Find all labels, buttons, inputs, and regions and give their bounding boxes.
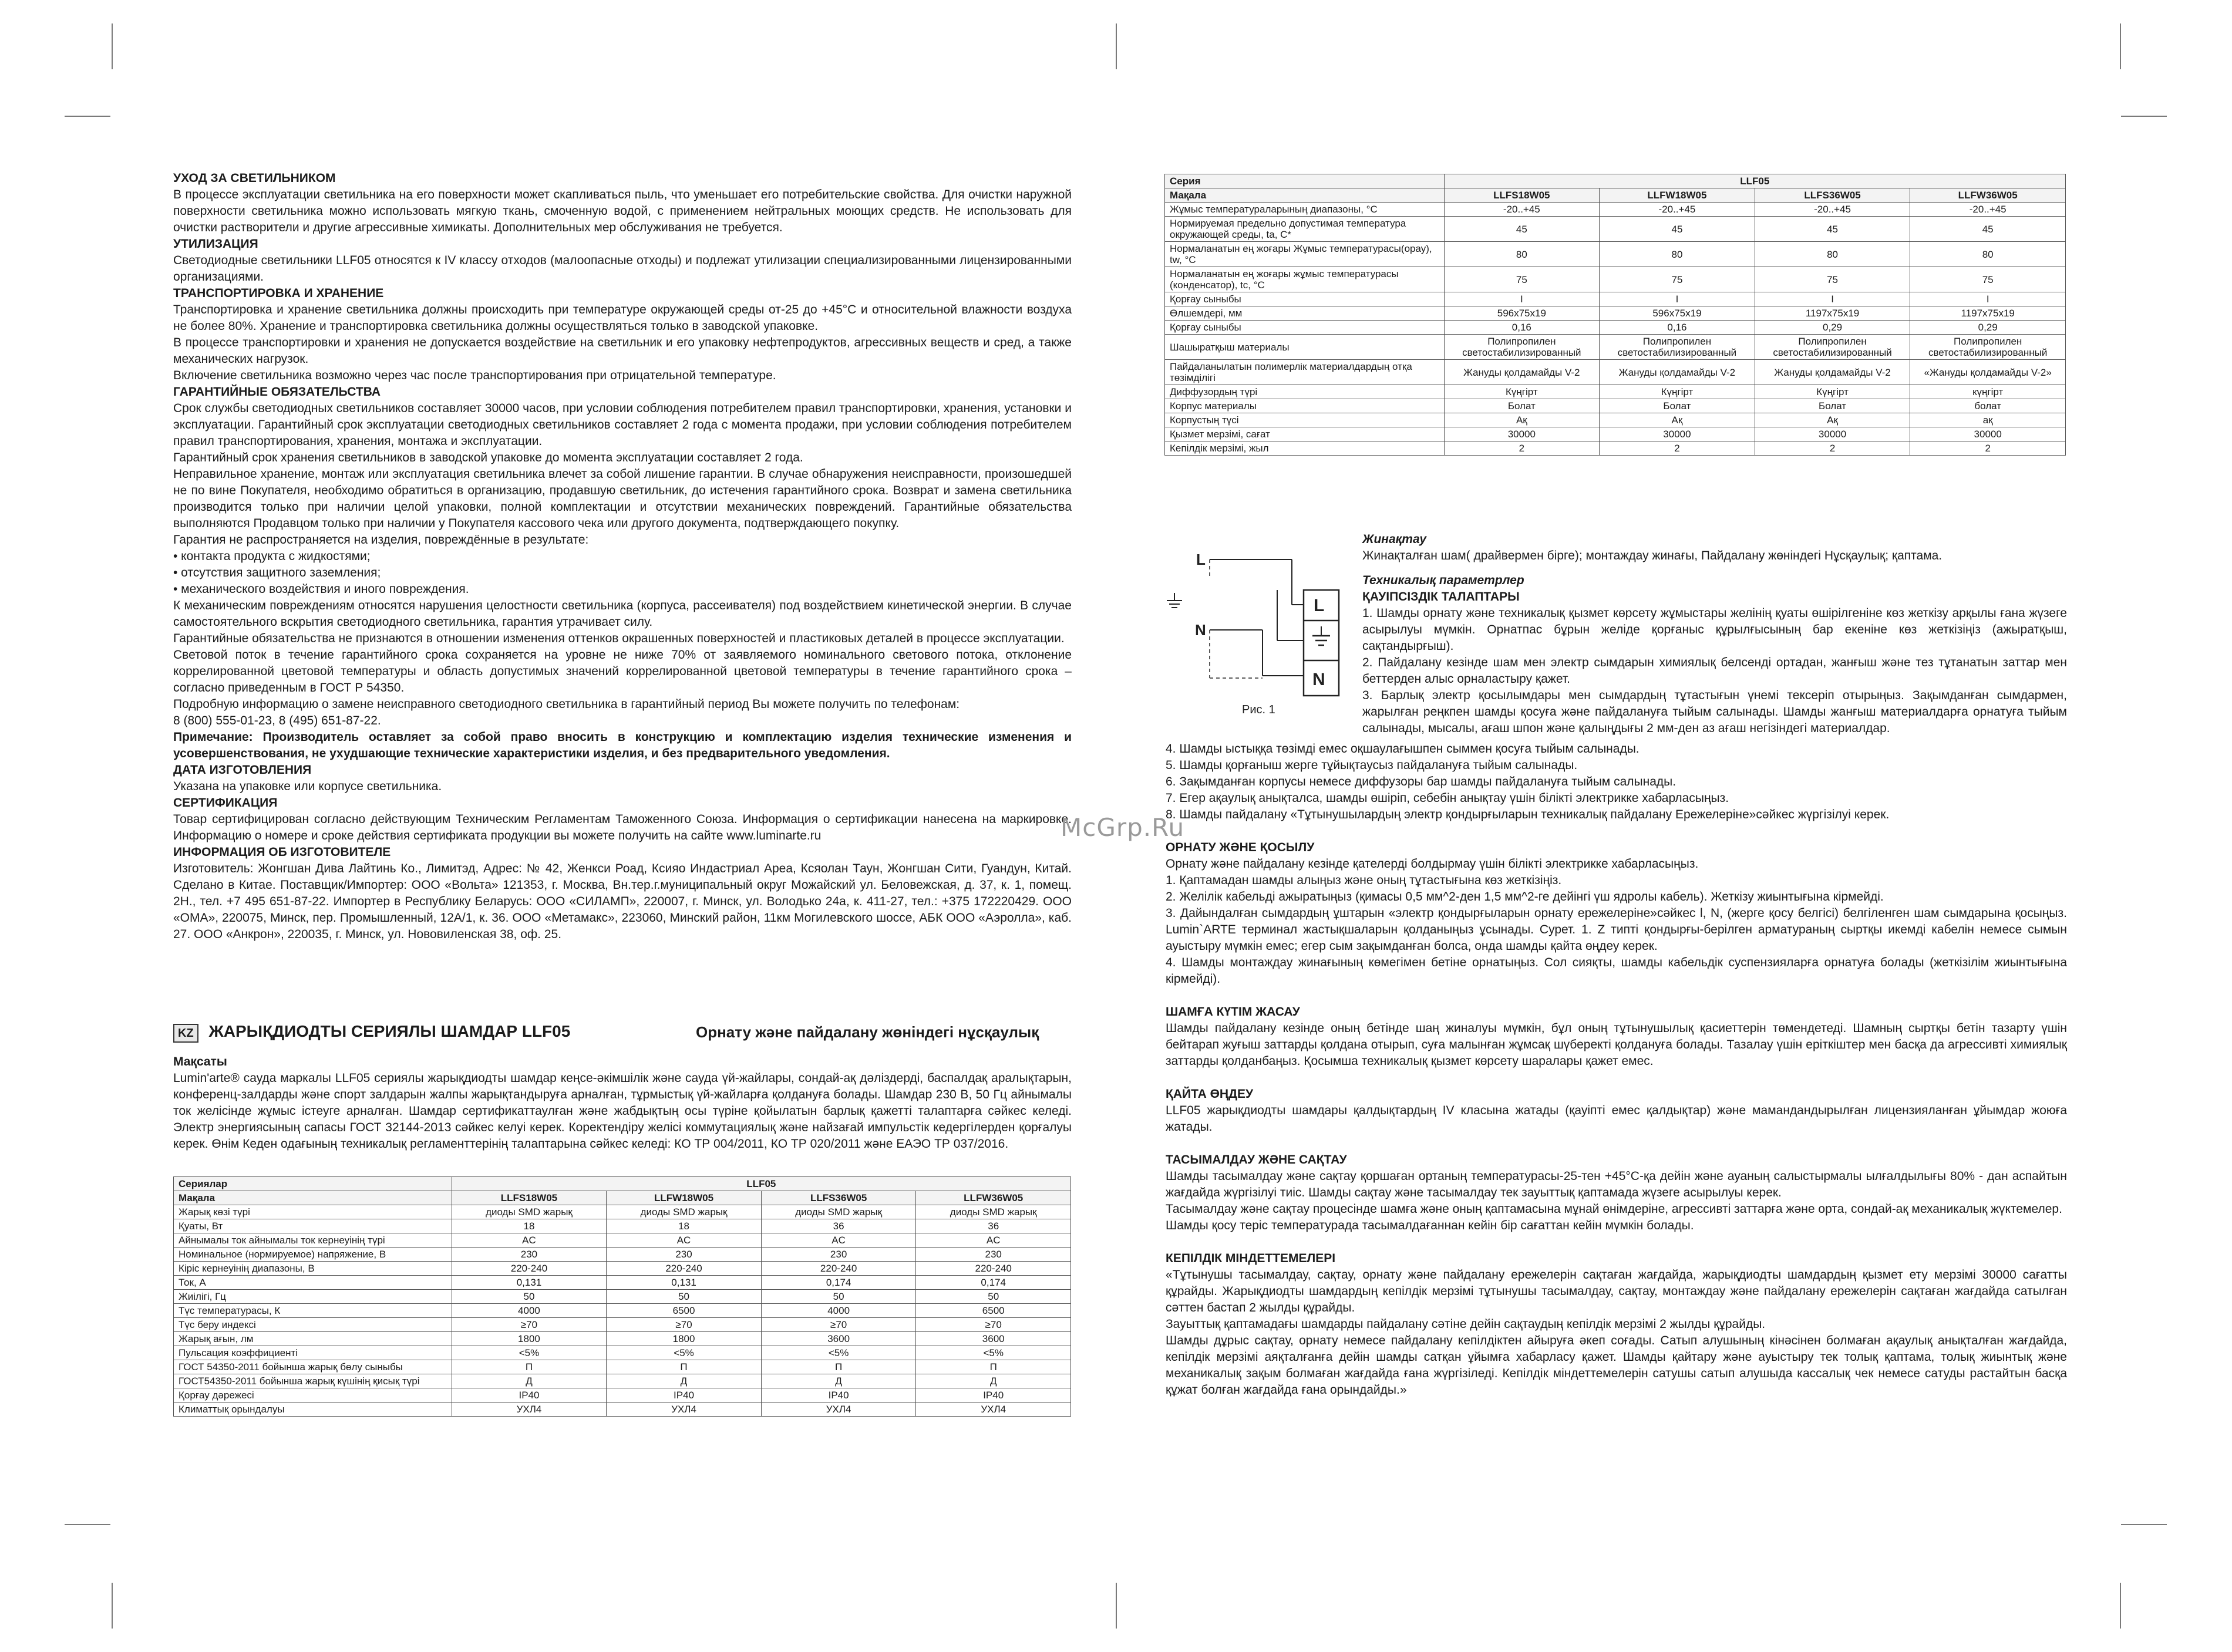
table-cell: П — [452, 1360, 607, 1374]
table-cell: 2 — [1910, 441, 2066, 456]
paragraph: Тасымалдау және сақтау процесінде шамға және оның қаптамасына мұнай өнімдеріне, агрессивті заттарға және орта, сондай-ақ механикалық жүктемелер. — [1166, 1202, 2062, 1216]
table-cell: IP40 — [607, 1388, 762, 1402]
table-cell: ≥70 — [761, 1318, 916, 1332]
table-cell: 36 — [761, 1219, 916, 1233]
table-header-cell: LLFW36W05 — [1910, 188, 2066, 203]
paragraph: Неправильное хранение, монтаж или эксплуатация светильника влечет за собой лишение гарантии. В случае обнаружения неисправности, произошедшей не по вине Покупателя, необходимо обратиться в организацию, продавшую светильник, до истечения гарантийного срока. Возврат и замена светильника производится только при наличии целой упаковки, полной комплектации и отсутствии механических повреждений. Гарантийные обязательства выполняются Продавцом только при наличии у Покупателя кассового чека или другого документа, подтверждающего покупку. — [173, 467, 1072, 530]
list-item: 6. Зақымданған корпусы немесе диффузоры бар шамды пайдалануға тыйым салынады. — [1166, 775, 1676, 788]
table-cell: ≥70 — [452, 1318, 607, 1332]
table-cell: болат — [1910, 399, 2066, 413]
table-row — [174, 1318, 1071, 1332]
section-heading: ТРАНСПОРТИРОВКА И ХРАНЕНИЕ — [173, 286, 384, 300]
table-cell-label: Жарық көзі түрі — [174, 1205, 452, 1219]
kz-title: ЖАРЫҚДИОДТЫ СЕРИЯЛЫ ШАМДАР LLF05 — [208, 1022, 571, 1040]
table-cell: 596x75x19 — [1600, 306, 1755, 321]
crop-mark — [112, 1583, 113, 1629]
table-cell: Д — [916, 1374, 1071, 1388]
table-cell: УХЛ4 — [916, 1402, 1071, 1417]
crop-mark — [112, 23, 113, 69]
table-cell: 18 — [607, 1219, 762, 1233]
crop-mark — [2120, 1583, 2121, 1629]
table-cell: I — [1600, 292, 1755, 306]
table-cell: 18 — [452, 1219, 607, 1233]
table-cell: Жануды қолдамайды V-2 — [1600, 360, 1755, 385]
table-row — [174, 1177, 1071, 1191]
table-cell: 50 — [916, 1290, 1071, 1304]
paragraph: В процессе транспортировки и хранения не допускается воздействие на светильник и его упаковку нефтепродуктов, агрессивных веществ и сред, а также механических нагрузок. — [173, 336, 1072, 366]
safety-list — [1362, 605, 2067, 737]
table-cell-label: Нормаланатын ең жоғары жұмыс температурасы (конденсатор), tc, °С — [1165, 267, 1445, 292]
table-header-cell: Сериялар — [174, 1177, 452, 1191]
kit-heading: Жинақтау — [1362, 532, 1427, 546]
table-header-cell: Мақала — [1165, 188, 1445, 203]
table-row — [1165, 217, 2066, 242]
table-cell: Д — [607, 1374, 762, 1388]
paragraph: Товар сертифицирован согласно действующим Техническим Регламентам Таможенного Союза. Информация о сертификации нанесена на маркировке. Информацию о номере и сроке действия сертификата продукции вы можете получить на сайте www.luminarte.ru — [173, 812, 1072, 842]
table-row — [174, 1388, 1071, 1402]
list-item: Орнату және пайдалану кезінде қателерді болдырмау үшін білікті электрикке хабарласыңыз. — [1166, 857, 1699, 871]
table-cell: 0,29 — [1910, 321, 2066, 335]
list-item: 1. Шамды орнату және техникалық қызмет көрсету жұмыстары желінің қуаты өшірілгеніне көз жеткізу арқылы ғана жүзеге асырылуы мүмкін. Орнатпас бұрын желіде қорғаныс құрылғысының бар екеніне көз жеткізіңіз (ажыратқыш, сақтандырғыш). — [1362, 606, 2067, 653]
table-cell: 230 — [607, 1248, 762, 1262]
spacer — [1166, 987, 2067, 1004]
table-cell: IP40 — [916, 1388, 1071, 1402]
table-cell: 220-240 — [452, 1262, 607, 1276]
paragraph: Световой поток в течение гарантийного срока сохраняется на уровне не ниже 70% от заявляемого номинального светового потока, отклонение коррелированной цветовой температуры и область допустимых значений коррелированной цветовой температуры в течение гарантийного срока – согласно приведенным в ГОСТ Р 54350. — [173, 648, 1072, 694]
paragraph: Подробную информацию о замене неисправного светодиодного светильника в гарантийный период Вы можете получить по телефонам: — [173, 697, 960, 711]
table-cell: П — [607, 1360, 762, 1374]
table-row — [174, 1191, 1071, 1205]
table-cell: 50 — [452, 1290, 607, 1304]
paragraph: • отсутствия защитного заземления; — [173, 566, 381, 579]
crop-mark — [2121, 116, 2167, 117]
table-cell-label: Қорғау сыныбы — [1165, 321, 1445, 335]
table-cell: П — [916, 1360, 1071, 1374]
list-item: 4. Шамды монтаждау жинағының көмегімен бетіне орнатыңыз. Сол сияқты, шамды кабельдік суспензияларға орнатуға болады (жеткізілім жиынтығына кірмейді). — [1166, 956, 2067, 986]
table-cell: AC — [761, 1233, 916, 1248]
table-cell: диоды SMD жарық — [452, 1205, 607, 1219]
table-cell: 2 — [1600, 441, 1755, 456]
table-cell: күңгірт — [1910, 385, 2066, 399]
table-cell: 75 — [1910, 267, 2066, 292]
table-cell: I — [1910, 292, 2066, 306]
table-cell: 75 — [1755, 267, 1910, 292]
table-cell: 6500 — [607, 1304, 762, 1318]
paragraph: Шамды дұрыс сақтау, орнату немесе пайдалану кепілдіктен айыруға әкеп соғады. Сатып алушының кінәсінен болмаған ақаулық анықталған жағдайда, кепілдік мерзімі аяқталғанға дейін шамды сатқан ұйымға хабарласу қажет. Шамды қайтару және ауыстыру тек толық қаптама, толық жиынтық және механикалық зақым болмаған жағдайда ғана жүргізіледі. Кепілдік міндеттемелерін сатушы сатып алушыда кассалық чек немесе сатуды растайтын басқа құжат болған жағдайда ғана орындайды.» — [1166, 1334, 2067, 1397]
left-column-ru — [173, 170, 1072, 943]
right-top-text — [1362, 531, 2067, 737]
table-cell: 30000 — [1755, 427, 1910, 441]
table-cell: 1800 — [452, 1332, 607, 1346]
table-header-cell: LLFW36W05 — [916, 1191, 1071, 1205]
table-row — [174, 1248, 1071, 1262]
paragraph: Шамды пайдалану кезінде оның бетінде шаң жиналуы мүмкін, бұл оның тұтынушылық қасиеттерін төмендетеді. Шамның сыртқы бетін тазарту үшін бейтарап жуғыш заттарды қолдана отырып, суға малынған жұмсақ шүберекті қолдануға болады. Тазалау үшін еріткіштер мен басқа да агрессивті химиялық заттарды қолданбаңыз. Қосымша техникалық қызмет көрсету шаралары қажет емес. — [1166, 1021, 2067, 1068]
table-cell-label: Нормаланатын ең жоғары Жұмыс температурасы(орау), tw, °С — [1165, 242, 1445, 267]
table-cell: AC — [607, 1233, 762, 1248]
kz-title-block — [173, 1021, 570, 1043]
table-header-cell: LLFS36W05 — [1755, 188, 1910, 203]
table-row — [1165, 413, 2066, 427]
paragraph: 8 (800) 555-01-23, 8 (495) 651-87-22. — [173, 714, 381, 727]
table-cell: 6500 — [916, 1304, 1071, 1318]
table-cell-label: Пайдаланылатын полимерлік материалдардың отқа төзімділігі — [1165, 360, 1445, 385]
spec-table-electrical — [173, 1176, 1071, 1417]
table-cell: 1197x75x19 — [1755, 306, 1910, 321]
table-cell: IP40 — [761, 1388, 916, 1402]
table-row — [1165, 203, 2066, 217]
table-cell: 80 — [1910, 242, 2066, 267]
table-row — [174, 1346, 1071, 1360]
table-cell: 0,174 — [916, 1276, 1071, 1290]
table-cell: П — [761, 1360, 916, 1374]
paragraph: Светодиодные светильники LLF05 относятся к IV классу отходов (малоопасные отходы) и подлежат утилизации специализированными лицензированными организациями. — [173, 254, 1072, 284]
table-cell: 2 — [1444, 441, 1600, 456]
safety-heading: ҚАУІПСІЗДІК ТАЛАПТАРЫ — [1362, 590, 1520, 604]
table-cell-label: Өлшемдері, мм — [1165, 306, 1445, 321]
table-cell-label: Қорғау сыныбы — [1165, 292, 1445, 306]
terminal-label-L: L — [1314, 596, 1325, 615]
table-cell: Болат — [1600, 399, 1755, 413]
terminal-label-N: N — [1312, 670, 1325, 689]
table-cell: 596x75x19 — [1444, 306, 1600, 321]
table-cell: Ақ — [1600, 413, 1755, 427]
table-header-cell: LLF05 — [452, 1177, 1070, 1191]
table-cell: 80 — [1600, 242, 1755, 267]
table-row — [174, 1402, 1071, 1417]
table-cell: 50 — [607, 1290, 762, 1304]
table-row — [174, 1374, 1071, 1388]
table-cell: 3600 — [761, 1332, 916, 1346]
table-row — [174, 1205, 1071, 1219]
table-cell: 0,16 — [1444, 321, 1600, 335]
table-cell-label: Кепілдік мерзімі, жыл — [1165, 441, 1445, 456]
list-item: 8. Шамды пайдалану «Тұтынушылардың электр қондырғыларын техникалық пайдалану Ережелеріне»сәйкес жүргізілуі керек. — [1166, 808, 1890, 821]
table-cell: Күңгірт — [1600, 385, 1755, 399]
table-cell-label: Жарық ағын, лм — [174, 1332, 452, 1346]
note-paragraph: Примечание: Производитель оставляет за собой право вносить в конструкцию и комплектацию изделия технические изменения и усовершенствования, не ухудшающие технические характеристики изделия, и без предварительного уведомления. — [173, 730, 1072, 760]
paragraph: Гарантийные обязательства не признаются в отношении изменения оттенков окрашенных поверхностей и пластиковых деталей в процессе эксплуатации. — [173, 632, 1065, 645]
paragraph: Гарантия не распространяется на изделия, повреждённые в результате: — [173, 533, 589, 547]
purpose-text: Lumin'arte® сауда маркалы LLF05 сериялы жарықдиодты шамдар кеңсе-әкімшілік және сауда үй-жайлары, сондай-ақ дәліздерді, баспалдақ аралықтарын, конференц-залдарды және спорт залдарын жалпы жарықтандыруға арналған, тұрмыстық үй-жайларға қолдануға болады. Шамдар 230 В, 50 Гц айнымалы ток желісінде жұмыс істеуге арналған. Шамдар сертификаттаулған және жабдықтың осы түріне қойылатын барлық қажетті талаптарға сәйкес келеді. Электр энергиясының сапасы ГОСТ 32144-2013 сәйкес келуі керек. Коректендіру желісі коммутациялық және найзағай импульстік кедергілерден қорғалуы керек. Өнім Кеден одағының техникалық регламенттерінің талаптарына сәйкес келеді: КО ТР 004/2011, КО ТР 020/2011 және ЕАЭО ТР 037/2016. — [173, 1071, 1072, 1151]
table-cell: 36 — [916, 1219, 1071, 1233]
list-item: 1. Қаптамадан шамды алыңыз және оның тұтастығына көз жеткізіңіз. — [1166, 874, 1562, 887]
table-cell-label: Корпус материалы — [1165, 399, 1445, 413]
paragraph: Шамды қосу теріс температурада тасымалдағаннан кейін бір сағаттан кейін мүмкін болады. — [1166, 1219, 1694, 1232]
paragraph: Указана на упаковке или корпусе светильника. — [173, 780, 442, 793]
paragraph: • механического воздействия и иного повреждения. — [173, 582, 469, 596]
table-cell: 45 — [1600, 217, 1755, 242]
table-cell: Болат — [1444, 399, 1600, 413]
list-item: 5. Шамды қорғаныш жерге тұйықтаусыз пайдалануға тыйым салынады. — [1166, 758, 1578, 772]
tech-heading: Техникалық параметрлер — [1362, 574, 1524, 587]
table-cell: УХЛ4 — [607, 1402, 762, 1417]
table-cell: <5% — [607, 1346, 762, 1360]
table-cell: диоды SMD жарық — [761, 1205, 916, 1219]
table-cell-label: ГОСТ 54350-2011 бойынша жарық бөлу сыныбы — [174, 1360, 452, 1374]
spec-table-physical — [1164, 174, 2066, 456]
table-row — [174, 1290, 1071, 1304]
crop-mark — [65, 116, 110, 117]
table-cell-label: Пульсация коэффициенті — [174, 1346, 452, 1360]
table-cell: 80 — [1444, 242, 1600, 267]
table-cell: I — [1755, 292, 1910, 306]
table-cell-label: Жұмыс температураларының диапазоны, °С — [1165, 203, 1445, 217]
paragraph: Гарантийный срок хранения светильников в заводской упаковке до момента эксплуатации составляет 2 года. — [173, 451, 803, 464]
paragraph: В процессе эксплуатации светильника на его поверхности может скапливаться пыль, что уменьшает его потребительские свойства. Для очистки наружной поверхности светильника можно использовать мягкую ткань, смоченную водой, с применением нейтральных моющих средств. Не использовать для очистки растворители и другие агрессивные химикаты. Дополнительных мер обслуживания не требуется. — [173, 188, 1072, 234]
table-cell-label: Кіріс кернеуінің диапазоны, В — [174, 1262, 452, 1276]
crop-mark — [65, 1524, 110, 1525]
table-cell: 30000 — [1910, 427, 2066, 441]
table-cell: <5% — [761, 1346, 916, 1360]
spec-table — [1164, 174, 2066, 456]
table-cell: AC — [916, 1233, 1071, 1248]
language-badge: KZ — [173, 1024, 198, 1043]
table-row — [1165, 242, 2066, 267]
section-heading: УТИЛИЗАЦИЯ — [173, 237, 258, 251]
table-cell-label: Диффузордың түрі — [1165, 385, 1445, 399]
wiring-diagram — [1166, 531, 1359, 725]
table-cell-label: Нормируемая предельно допустимая температура окружающей среды, ta, C* — [1165, 217, 1445, 242]
table-header-cell: Серия — [1165, 174, 1445, 188]
list-item: 3. Барлық электр қосылымдары мен сымдардың тұтастығын үнемі тексеріп отырыңыз. Зақымданған сымдармен, жарылған реңкпен шамды қосуға және пайдалануға тыйым салынады. Шамды жанғыш материалдарға орнатуға тыйым салынады, мысалы, ағаш шпон және қалыңдығы 2 мм-ден аз ағаш негізіндегі материалдар. — [1362, 689, 2067, 735]
table-cell: 75 — [1600, 267, 1755, 292]
table-cell: 30000 — [1444, 427, 1600, 441]
list-item: 7. Егер ақаулық анықталса, шамды өшіріп, себебін анықтау үшін білікті электрикке хабарласыңыз. — [1166, 791, 1729, 805]
table-cell: Болат — [1755, 399, 1910, 413]
table-cell: 0,16 — [1600, 321, 1755, 335]
table-row — [174, 1219, 1071, 1233]
table-row — [174, 1262, 1071, 1276]
paragraph: К механическим повреждениям относятся нарушения целостности светильника (корпуса, рассеивателя) под воздействием кинетической энергии. В случае самостоятельного вскрытия светодиодного светильника, гарантия утрачивает силу. — [173, 599, 1072, 629]
section-heading: КЕПІЛДІК МІНДЕТТЕМЕЛЕРІ — [1166, 1252, 1336, 1265]
table-cell: 3600 — [916, 1332, 1071, 1346]
table-row — [1165, 174, 2066, 188]
spec-table — [173, 1176, 1071, 1417]
section-heading: ГАРАНТИЙНЫЕ ОБЯЗАТЕЛЬСТВА — [173, 385, 381, 399]
watermark: McGrp.Ru — [1061, 813, 1185, 842]
table-cell: <5% — [452, 1346, 607, 1360]
table-header-cell: Мақала — [174, 1191, 452, 1205]
table-cell-label: Түс беру индексі — [174, 1318, 452, 1332]
table-row — [174, 1360, 1071, 1374]
table-header-cell: LLFS18W05 — [1444, 188, 1600, 203]
table-cell: ақ — [1910, 413, 2066, 427]
kz-subtitle: Орнату және пайдалану жөніндегі нұсқаулық — [696, 1023, 1039, 1041]
list-item: 4. Шамды ыстыққа төзімді емес оқшаулағышпен сыммен қосуға тыйым салынады. — [1166, 742, 1640, 756]
table-cell: 45 — [1910, 217, 2066, 242]
table-row — [174, 1233, 1071, 1248]
table-cell: Күңгірт — [1755, 385, 1910, 399]
table-cell: 0,131 — [607, 1276, 762, 1290]
table-row — [1165, 306, 2066, 321]
table-cell-label: Шашыратқыш материалы — [1165, 335, 1445, 360]
table-cell: диоды SMD жарық — [916, 1205, 1071, 1219]
table-cell: 220-240 — [607, 1262, 762, 1276]
purpose-heading: Мақсаты — [173, 1055, 227, 1068]
table-cell: -20..+45 — [1910, 203, 2066, 217]
table-header-cell: LLFS18W05 — [452, 1191, 607, 1205]
paragraph: Изготовитель: Жонгшан Дива Лайтинь Ко., Лимитэд, Адрес: № 42, Женкси Роад, Ксияо Индастриал Ареа, Ксяолан Таун, Жонгшан Сити, Гуандун, Китай. Сделано в Китае. Поставщик/Импортер: ООО «Вольта» 121353, г. Москва, Вн.тер.г.муниципальный округ Можайский ул. Беловежская, д. 37, к. 1, помещ. 2Н., тел. +7 495 651-87-22. Импортер в Республику Беларусь: ООО «СИЛАМП», 220007, г. Минск, ул. Володько 24а, к. 411-27, тел.: +375 172220429. ООО «ОМА», 220075, Минск, пер. Промышленный, 12А/1, к. 36. ООО «Метамакс», 223060, Минский район, 11км Могилевского шоссе, АБК ООО «Аэролла», каб. 27. ООО «Анкрон», 220035, г. Минск, ул. Нововиленская 38, оф. 25. — [173, 862, 1072, 941]
section-heading: СЕРТИФИКАЦИЯ — [173, 796, 278, 810]
table-cell-label: ГОСТ54350-2011 бойынша жарық күшінің қисық түрі — [174, 1374, 452, 1388]
table-cell: 75 — [1444, 267, 1600, 292]
paragraph: LLF05 жарықдиодты шамдары қалдықтардың IV класына жатады (қауіпті емес қалдықтар) және мамандандырылған лицензияланған ұйымдар жоюға жатады. — [1166, 1104, 2067, 1134]
paragraph: • контакта продукта с жидкостями; — [173, 549, 371, 563]
crop-mark — [2120, 23, 2121, 69]
table-cell: Жануды қолдамайды V-2 — [1755, 360, 1910, 385]
crop-mark — [2121, 1524, 2167, 1525]
table-row — [1165, 441, 2066, 456]
table-cell: 30000 — [1600, 427, 1755, 441]
list-item: 2. Желілік кабельді ажыратыңыз (қимасы 0,5 мм^2-ден 1,5 мм^2-ге дейінгі үш ядролы кабель). Жеткізу жиынтығына кірмейді. — [1166, 890, 1884, 903]
list-item: 3. Дайындалған сымдардың ұштарын «электр қондырғыларын орнату ережелеріне»сәйкес l, N, (жерге қосу белгісі) белгіленген шам сымдарына қосыңыз. Lumin`ARTE терминал жастықшаларын қолданыңыз ұсынады. Сурет. 1. Z типті қондырғы-берілген арматураның сыртқы икемді кабелін немесе сымын ауыстыру мүмкін емес; егер сым зақымданған болса, онда шамды қайта өңдеу керек. — [1166, 906, 2067, 953]
crop-mark — [1116, 1583, 1117, 1629]
table-cell: Д — [452, 1374, 607, 1388]
spacer — [1166, 1234, 2067, 1250]
table-row — [1165, 360, 2066, 385]
table-cell: 45 — [1755, 217, 1910, 242]
table-cell: «Жануды қолдамайды V-2» — [1910, 360, 2066, 385]
table-header-cell: LLFS36W05 — [761, 1191, 916, 1205]
table-cell: 0,131 — [452, 1276, 607, 1290]
table-cell: 2 — [1755, 441, 1910, 456]
table-cell: Ақ — [1755, 413, 1910, 427]
table-header-cell: LLFW18W05 — [607, 1191, 762, 1205]
paragraph: Транспортировка и хранение светильника должны происходить при температуре окружающей среды от-25 до +45°С и относительной влажности воздуха не более 80%. Хранение и транспортировка светильника должны осуществляться только в заводской упаковке. — [173, 303, 1072, 333]
section-heading: ТАСЫМАЛДАУ ЖӘНЕ САҚТАУ — [1166, 1153, 1347, 1166]
section-heading: УХОД ЗА СВЕТИЛЬНИКОМ — [173, 171, 336, 185]
table-row — [1165, 188, 2066, 203]
section-heading: ШАМҒА КҮТІМ ЖАСАУ — [1166, 1005, 1300, 1019]
section-heading: ИНФОРМАЦИЯ ОБ ИЗГОТОВИТЕЛЕ — [173, 845, 391, 859]
table-cell-label: Айнымалы ток айнымалы ток кернеуінің түрі — [174, 1233, 452, 1248]
table-cell: 1800 — [607, 1332, 762, 1346]
paragraph: Шамды тасымалдау және сақтау қоршаған ортаның температурасы-25-тен +45°С-қа дейін және ауаның салыстырмалы ылғалдылығы 80% - дан аспайтын жағдайда жүргізілуі тиіс. Шамды сақтау және тасымалдау тек зауыттық қаптамада жүзеге асырылуы керек. — [1166, 1169, 2067, 1199]
line-label-N: N — [1195, 621, 1206, 639]
spacer — [1166, 1135, 2067, 1152]
table-cell: 230 — [761, 1248, 916, 1262]
table-cell-label: Ток, А — [174, 1276, 452, 1290]
table-cell: Полипропилен светостабилизированный — [1444, 335, 1600, 360]
section-heading: ДАТА ИЗГОТОВЛЕНИЯ — [173, 763, 312, 777]
table-cell-label: Жиілігі, Гц — [174, 1290, 452, 1304]
table-cell: 0,29 — [1755, 321, 1910, 335]
table-cell: 230 — [916, 1248, 1071, 1262]
right-main-text — [1166, 741, 2067, 1398]
table-cell: Күңгірт — [1444, 385, 1600, 399]
table-cell: -20..+45 — [1755, 203, 1910, 217]
table-cell: 4000 — [452, 1304, 607, 1318]
table-cell: ≥70 — [607, 1318, 762, 1332]
section-heading: ОРНАТУ ЖӘНЕ ҚОСЫЛУ — [1166, 841, 1315, 854]
line-label-L: L — [1196, 551, 1206, 568]
table-cell: Полипропилен светостабилизированный — [1600, 335, 1755, 360]
table-cell: I — [1444, 292, 1600, 306]
table-cell: AC — [452, 1233, 607, 1248]
table-cell: 220-240 — [916, 1262, 1071, 1276]
table-row — [174, 1304, 1071, 1318]
table-cell-label: Түс температурасы, К — [174, 1304, 452, 1318]
table-cell: диоды SMD жарық — [607, 1205, 762, 1219]
spacer — [1166, 1070, 2067, 1086]
table-cell: ≥70 — [916, 1318, 1071, 1332]
table-row — [1165, 335, 2066, 360]
table-cell: -20..+45 — [1600, 203, 1755, 217]
kz-purpose-block — [173, 1054, 1072, 1152]
table-cell: Полипропилен светостабилизированный — [1755, 335, 1910, 360]
paragraph: Включение светильника возможно через час после транспортирования при отрицательной температуре. — [173, 369, 776, 382]
table-header-cell: LLFW18W05 — [1600, 188, 1755, 203]
table-cell-label: Қызмет мерзімі, сағат — [1165, 427, 1445, 441]
table-cell-label: Корпустың түсі — [1165, 413, 1445, 427]
table-row — [1165, 427, 2066, 441]
paragraph: «Тұтынушы тасымалдау, сақтау, орнату және пайдалану ережелерін сақтаған жағдайда, жарықдиодты шамдардың қызмет ету мерзімі 30000 сағатты құрайды. Жарықдиодты шамдардың кепілдік мерзімі тұтынушы тасымалдау, сақтау, монтаждау және пайдалану ережелерін сақтаған жағдайда сатылған сәттен бастап 2 жылды құрайды. — [1166, 1268, 2067, 1314]
table-cell-label: Қорғау дәрежесі — [174, 1388, 452, 1402]
table-cell: 230 — [452, 1248, 607, 1262]
table-cell: Жануды қолдамайды V-2 — [1444, 360, 1600, 385]
table-cell: 0,174 — [761, 1276, 916, 1290]
table-cell: УХЛ4 — [761, 1402, 916, 1417]
table-row — [174, 1332, 1071, 1346]
table-row — [1165, 267, 2066, 292]
kit-text: Жинақталған шам( драйвермен бірге); монтаждау жинағы, Пайдалану жөніндегі Нұсқаулық; қаптама. — [1362, 549, 1943, 562]
table-cell: Д — [761, 1374, 916, 1388]
table-row — [1165, 321, 2066, 335]
section-heading: ҚАЙТА ӨҢДЕУ — [1166, 1087, 1254, 1101]
table-cell: УХЛ4 — [452, 1402, 607, 1417]
table-cell: 50 — [761, 1290, 916, 1304]
table-cell: 80 — [1755, 242, 1910, 267]
table-cell-label: Климаттық орындалуы — [174, 1402, 452, 1417]
table-cell: Ақ — [1444, 413, 1600, 427]
table-cell: Полипропилен светостабилизированный — [1910, 335, 2066, 360]
list-item: 2. Пайдалану кезінде шам мен электр сымдарын химиялық белсенді ортадан, жанғыш және тез тұтанатын заттар мен беттерден алыс орналастыру қажет. — [1362, 656, 2067, 686]
table-cell: 1197x75x19 — [1910, 306, 2066, 321]
paragraph: Срок службы светодиодных светильников составляет 30000 часов, при условии соблюдения потребителем правил транспортировки, хранения, установки и эксплуатации. Гарантийный срок эксплуатации светодиодных светильников составляет 2 года с момента продажи, при условии соблюдения потребителем правил транспортирования, хранения, монтажа и эксплуатации. — [173, 402, 1072, 448]
spacer — [1166, 823, 2067, 840]
table-cell-label: Қуаты, Вт — [174, 1219, 452, 1233]
table-cell: IP40 — [452, 1388, 607, 1402]
table-header-cell: LLF05 — [1444, 174, 2065, 188]
table-row — [174, 1276, 1071, 1290]
table-cell-label: Номинальное (нормируемое) напряжение, В — [174, 1248, 452, 1262]
table-row — [1165, 399, 2066, 413]
table-cell: 4000 — [761, 1304, 916, 1318]
table-cell: <5% — [916, 1346, 1071, 1360]
table-row — [1165, 385, 2066, 399]
diagram-caption: Рис. 1 — [1242, 703, 1275, 716]
table-cell: -20..+45 — [1444, 203, 1600, 217]
table-cell: 220-240 — [761, 1262, 916, 1276]
paragraph: Зауыттық қаптамадағы шамдарды пайдалану сәтіне дейін сақтаудың кепілдік мерзімі 2 жылды құрайды. — [1166, 1317, 1766, 1331]
crop-mark — [1116, 23, 1117, 69]
table-row — [1165, 292, 2066, 306]
table-cell: 45 — [1444, 217, 1600, 242]
